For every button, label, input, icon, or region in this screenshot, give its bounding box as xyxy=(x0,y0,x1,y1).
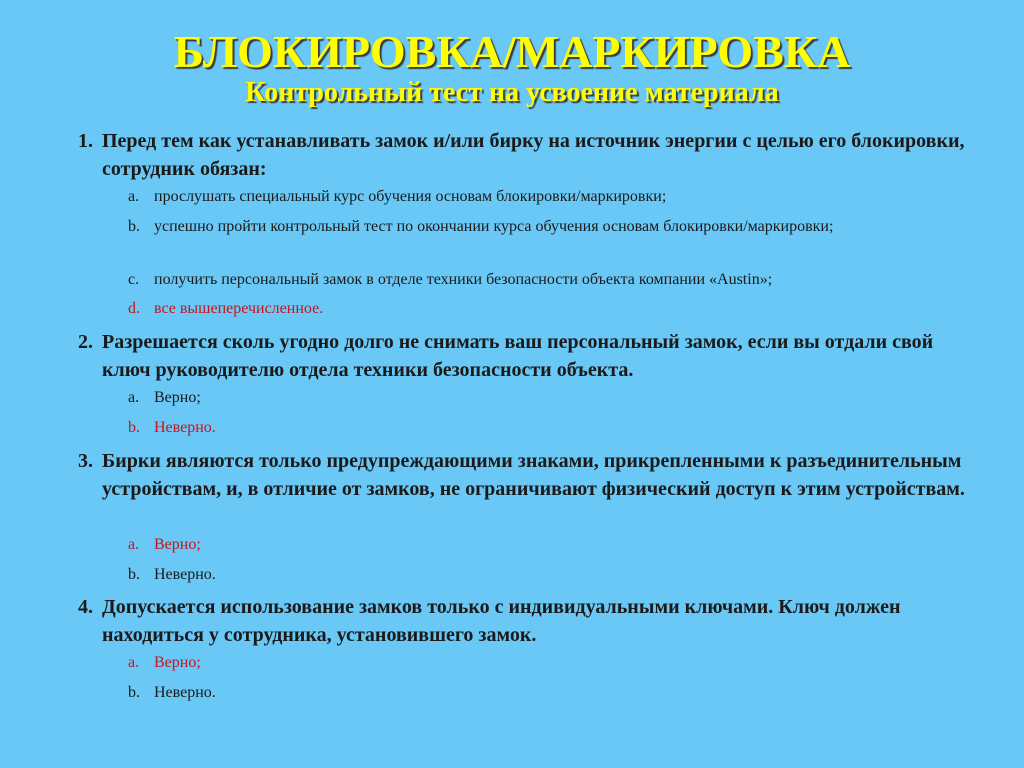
question-4 xyxy=(78,593,978,649)
question-4-option-a xyxy=(128,651,988,675)
option-letter: b. xyxy=(128,419,140,436)
option-letter: a. xyxy=(128,188,140,205)
question-2 xyxy=(78,328,978,384)
question-number: 3. xyxy=(78,450,93,472)
question-2-option-b xyxy=(128,416,988,440)
option-letter: d. xyxy=(128,300,140,317)
option-letter: a. xyxy=(128,536,140,553)
question-text: Бирки являются только предупреждающими знаками, прикрепленными к разъединительным устройствам, и, в отличие от замков, не ограничивают физический доступ к этим устройствам. xyxy=(102,450,965,500)
option-letter: b. xyxy=(128,566,140,583)
option-text: получить персональный замок в отделе техники безопасности объекта компании «Austin»; xyxy=(154,271,773,288)
question-3-option-a xyxy=(128,533,988,557)
slide-title: БЛОКИРОВКА/МАРКИРОВКА xyxy=(173,26,851,77)
option-text: прослушать специальный курс обучения основам блокировки/маркировки; xyxy=(154,188,667,205)
question-number: 2. xyxy=(78,331,93,353)
question-text: Перед тем как устанавливать замок и/или бирку на источник энергии с целью его блокировки, сотрудник обязан: xyxy=(102,130,965,180)
question-1-option-b xyxy=(128,215,988,239)
question-2-option-a xyxy=(128,386,988,410)
option-text: все вышеперечисленное. xyxy=(154,300,324,317)
question-1-option-d xyxy=(128,297,988,321)
question-3-option-b xyxy=(128,563,988,587)
question-1 xyxy=(78,127,978,183)
question-1-option-a xyxy=(128,185,988,209)
question-4-option-b xyxy=(128,681,988,705)
option-text: успешно пройти контрольный тест по окончании курса обучения основам блокировки/маркировки; xyxy=(154,218,834,235)
option-text: Верно; xyxy=(154,654,201,671)
question-number: 4. xyxy=(78,596,93,618)
option-text: Верно; xyxy=(154,389,201,406)
option-letter: a. xyxy=(128,654,140,671)
option-text: Верно; xyxy=(154,536,201,553)
question-text: Допускается использование замков только с индивидуальными ключами. Ключ должен находиться у сотрудника, установившего замок. xyxy=(102,596,901,646)
option-letter: b. xyxy=(128,684,140,701)
question-number: 1. xyxy=(78,130,93,152)
question-text: Разрешается сколь угодно долго не снимать ваш персональный замок, если вы отдали свой ключ руководителю отдела техники безопасности объекта. xyxy=(102,331,934,381)
option-letter: b. xyxy=(128,218,140,235)
question-1-option-c xyxy=(128,268,988,292)
option-text: Неверно. xyxy=(154,566,216,583)
slide-subtitle: Контрольный тест на усвоение материала xyxy=(245,77,779,108)
option-letter: a. xyxy=(128,389,140,406)
question-3 xyxy=(78,447,978,503)
option-letter: c. xyxy=(128,271,140,288)
option-text: Неверно. xyxy=(154,419,216,436)
option-text: Неверно. xyxy=(154,684,216,701)
